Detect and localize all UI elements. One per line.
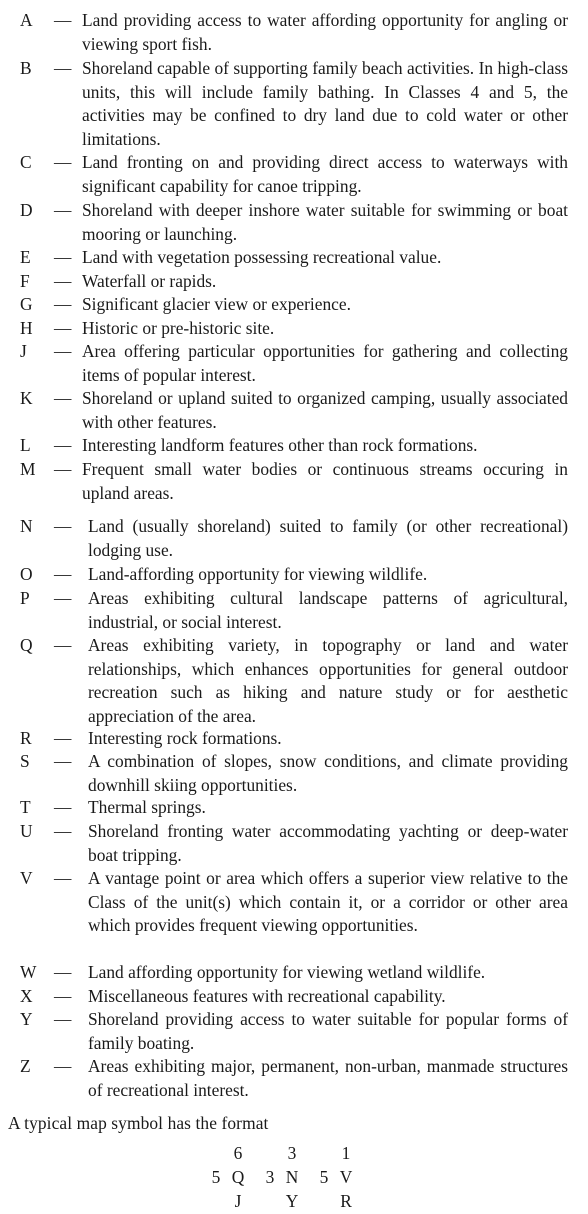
legend-entry-c	[20, 151, 568, 198]
legend-dash: —	[54, 388, 72, 408]
map-symbol-example	[0, 1140, 588, 1214]
legend-entry-x	[20, 985, 568, 1009]
symbol-bottom-letter: Y	[285, 1191, 299, 1211]
map-symbol-intro: A typical map symbol has the format	[8, 1113, 269, 1133]
legend-entry-b	[20, 57, 568, 151]
legend-dash: —	[54, 341, 72, 361]
legend-letter: E	[20, 247, 31, 267]
legend-dash: —	[54, 588, 72, 608]
legend-letter: N	[20, 516, 33, 536]
legend-description: Areas exhibiting variety, in topography or land and water relationships, which enhances opportunities for general outdoor recreation such as hiking and nature study or for aesthetic appreciation of the area.	[88, 635, 568, 726]
legend-entry-v	[20, 867, 568, 938]
legend-dash: —	[54, 435, 72, 455]
legend-description: Shoreland or upland suited to organized camping, usually associated with other features.	[82, 388, 568, 432]
legend-letter: H	[20, 318, 33, 338]
legend-entry-a	[20, 9, 568, 56]
legend-description: Shoreland providing access to water suitable for popular forms of family boating.	[88, 1009, 568, 1053]
legend-dash: —	[54, 564, 72, 584]
legend-description: Frequent small water bodies or continuous streams occuring in upland areas.	[82, 459, 568, 503]
legend-letter: W	[20, 962, 37, 982]
legend-dash: —	[54, 986, 72, 1006]
symbol-middle-class: 5	[319, 1167, 329, 1187]
legend-letter: Q	[20, 635, 33, 655]
legend-entry-h	[20, 317, 568, 341]
legend-dash: —	[54, 821, 72, 841]
legend-entry-s	[20, 750, 568, 797]
symbol-top-class: 3	[287, 1143, 297, 1163]
legend-dash: —	[54, 200, 72, 220]
symbol-top-class: 1	[341, 1143, 351, 1163]
legend-description: Miscellaneous features with recreational capability.	[88, 986, 446, 1006]
legend-letter: R	[20, 728, 32, 748]
legend-dash: —	[54, 318, 72, 338]
legend-letter: P	[20, 588, 30, 608]
legend-description: Land-affording opportunity for viewing wildlife.	[88, 564, 428, 584]
legend-letter: T	[20, 797, 31, 817]
legend-description: A vantage point or area which offers a superior view relative to the Class of the unit(s) which contain it, or a corridor or other area which provides frequent viewing opportunities.	[88, 868, 568, 935]
legend-dash: —	[54, 271, 72, 291]
legend-description: A combination of slopes, snow conditions, and climate providing downhill skiing opportunities.	[88, 751, 568, 795]
legend-description: Land (usually shoreland) suited to family (or other recreational) lodging use.	[88, 516, 568, 560]
symbol-middle-class: 5	[211, 1167, 221, 1187]
legend-letter: J	[20, 341, 27, 361]
legend-dash: —	[54, 635, 72, 655]
legend-letter: O	[20, 564, 33, 584]
legend-entry-e	[20, 246, 568, 270]
legend-description: Historic or pre-historic site.	[82, 318, 275, 338]
legend-entry-k	[20, 387, 568, 434]
legend-dash: —	[54, 728, 72, 748]
legend-letter: L	[20, 435, 31, 455]
legend-description: Significant glacier view or experience.	[82, 294, 351, 314]
legend-entry-j	[20, 340, 568, 387]
legend-entry-w	[20, 961, 568, 985]
legend-letter: C	[20, 152, 32, 172]
legend-letter: S	[20, 751, 30, 771]
legend-letter: D	[20, 200, 33, 220]
legend-description: Thermal springs.	[88, 797, 206, 817]
legend-description: Land providing access to water affording opportunity for angling or viewing sport fish.	[82, 10, 568, 54]
legend-letter: Y	[20, 1009, 33, 1029]
legend-description: Shoreland fronting water accommodating yachting or deep-water boat tripping.	[88, 821, 568, 865]
legend-description: Area offering particular opportunities for gathering and collecting items of popular interest.	[82, 341, 568, 385]
legend-entry-o	[20, 563, 568, 587]
legend-dash: —	[54, 1056, 72, 1076]
legend-description: Land fronting on and providing direct access to waterways with significant capability for canoe tripping.	[82, 152, 568, 196]
legend-description: Waterfall or rapids.	[82, 271, 217, 291]
legend-letter: Z	[20, 1056, 31, 1076]
legend-entry-p	[20, 587, 568, 634]
legend-dash: —	[54, 516, 72, 536]
legend-dash: —	[54, 294, 72, 314]
legend-entry-d	[20, 199, 568, 246]
legend-letter: M	[20, 459, 36, 479]
legend-description: Interesting rock formations.	[88, 728, 282, 748]
legend-letter: B	[20, 58, 32, 78]
legend-description: Interesting landform features other than rock formations.	[82, 435, 478, 455]
legend-entry-q	[20, 634, 568, 728]
legend-letter: F	[20, 271, 30, 291]
symbol-middle-letter: Q	[231, 1167, 245, 1187]
legend-description: Areas exhibiting major, permanent, non-urban, manmade structures of recreational interest.	[88, 1056, 568, 1100]
legend-description: Areas exhibiting cultural landscape patterns of agricultural, industrial, or social interest.	[88, 588, 568, 632]
legend-entry-r	[20, 727, 568, 751]
symbol-middle-letter: N	[285, 1167, 299, 1187]
symbol-top-class: 6	[233, 1143, 243, 1163]
legend-description: Shoreland capable of supporting family beach activities. In high-class units, this will include family bathing. In Classes 4 and 5, the activities may be confined to dry land due to cold water or other limitations.	[82, 58, 568, 149]
legend-dash: —	[54, 868, 72, 888]
legend-description: Shoreland with deeper inshore water suitable for swimming or boat mooring or launching.	[82, 200, 568, 244]
legend-entry-f	[20, 270, 568, 294]
symbol-bottom-letter: J	[234, 1191, 242, 1211]
legend-dash: —	[54, 10, 72, 30]
legend-description: Land affording opportunity for viewing wetland wildlife.	[88, 962, 486, 982]
symbol-bottom-letter: R	[340, 1191, 352, 1211]
legend-entry-g	[20, 293, 568, 317]
legend-dash: —	[54, 1009, 72, 1029]
legend-dash: —	[54, 751, 72, 771]
legend-entry-n	[20, 515, 568, 562]
legend-letter: U	[20, 821, 33, 841]
legend-dash: —	[54, 152, 72, 172]
legend-entry-m	[20, 458, 568, 505]
symbol-middle-class: 3	[265, 1167, 275, 1187]
legend-letter: X	[20, 986, 33, 1006]
legend-description: Land with vegetation possessing recreational value.	[82, 247, 442, 267]
legend-dash: —	[54, 58, 72, 78]
legend-letter: G	[20, 294, 33, 314]
legend-entry-u	[20, 820, 568, 867]
legend-entry-y	[20, 1008, 568, 1055]
legend-entry-l	[20, 434, 568, 458]
legend-entry-z	[20, 1055, 568, 1102]
legend-entry-t	[20, 796, 568, 820]
legend-dash: —	[54, 247, 72, 267]
legend-letter: V	[20, 868, 33, 888]
legend-dash: —	[54, 797, 72, 817]
legend-dash: —	[54, 459, 72, 479]
legend-letter: K	[20, 388, 33, 408]
legend-dash: —	[54, 962, 72, 982]
legend-letter: A	[20, 10, 33, 30]
symbol-middle-letter: V	[339, 1167, 353, 1187]
